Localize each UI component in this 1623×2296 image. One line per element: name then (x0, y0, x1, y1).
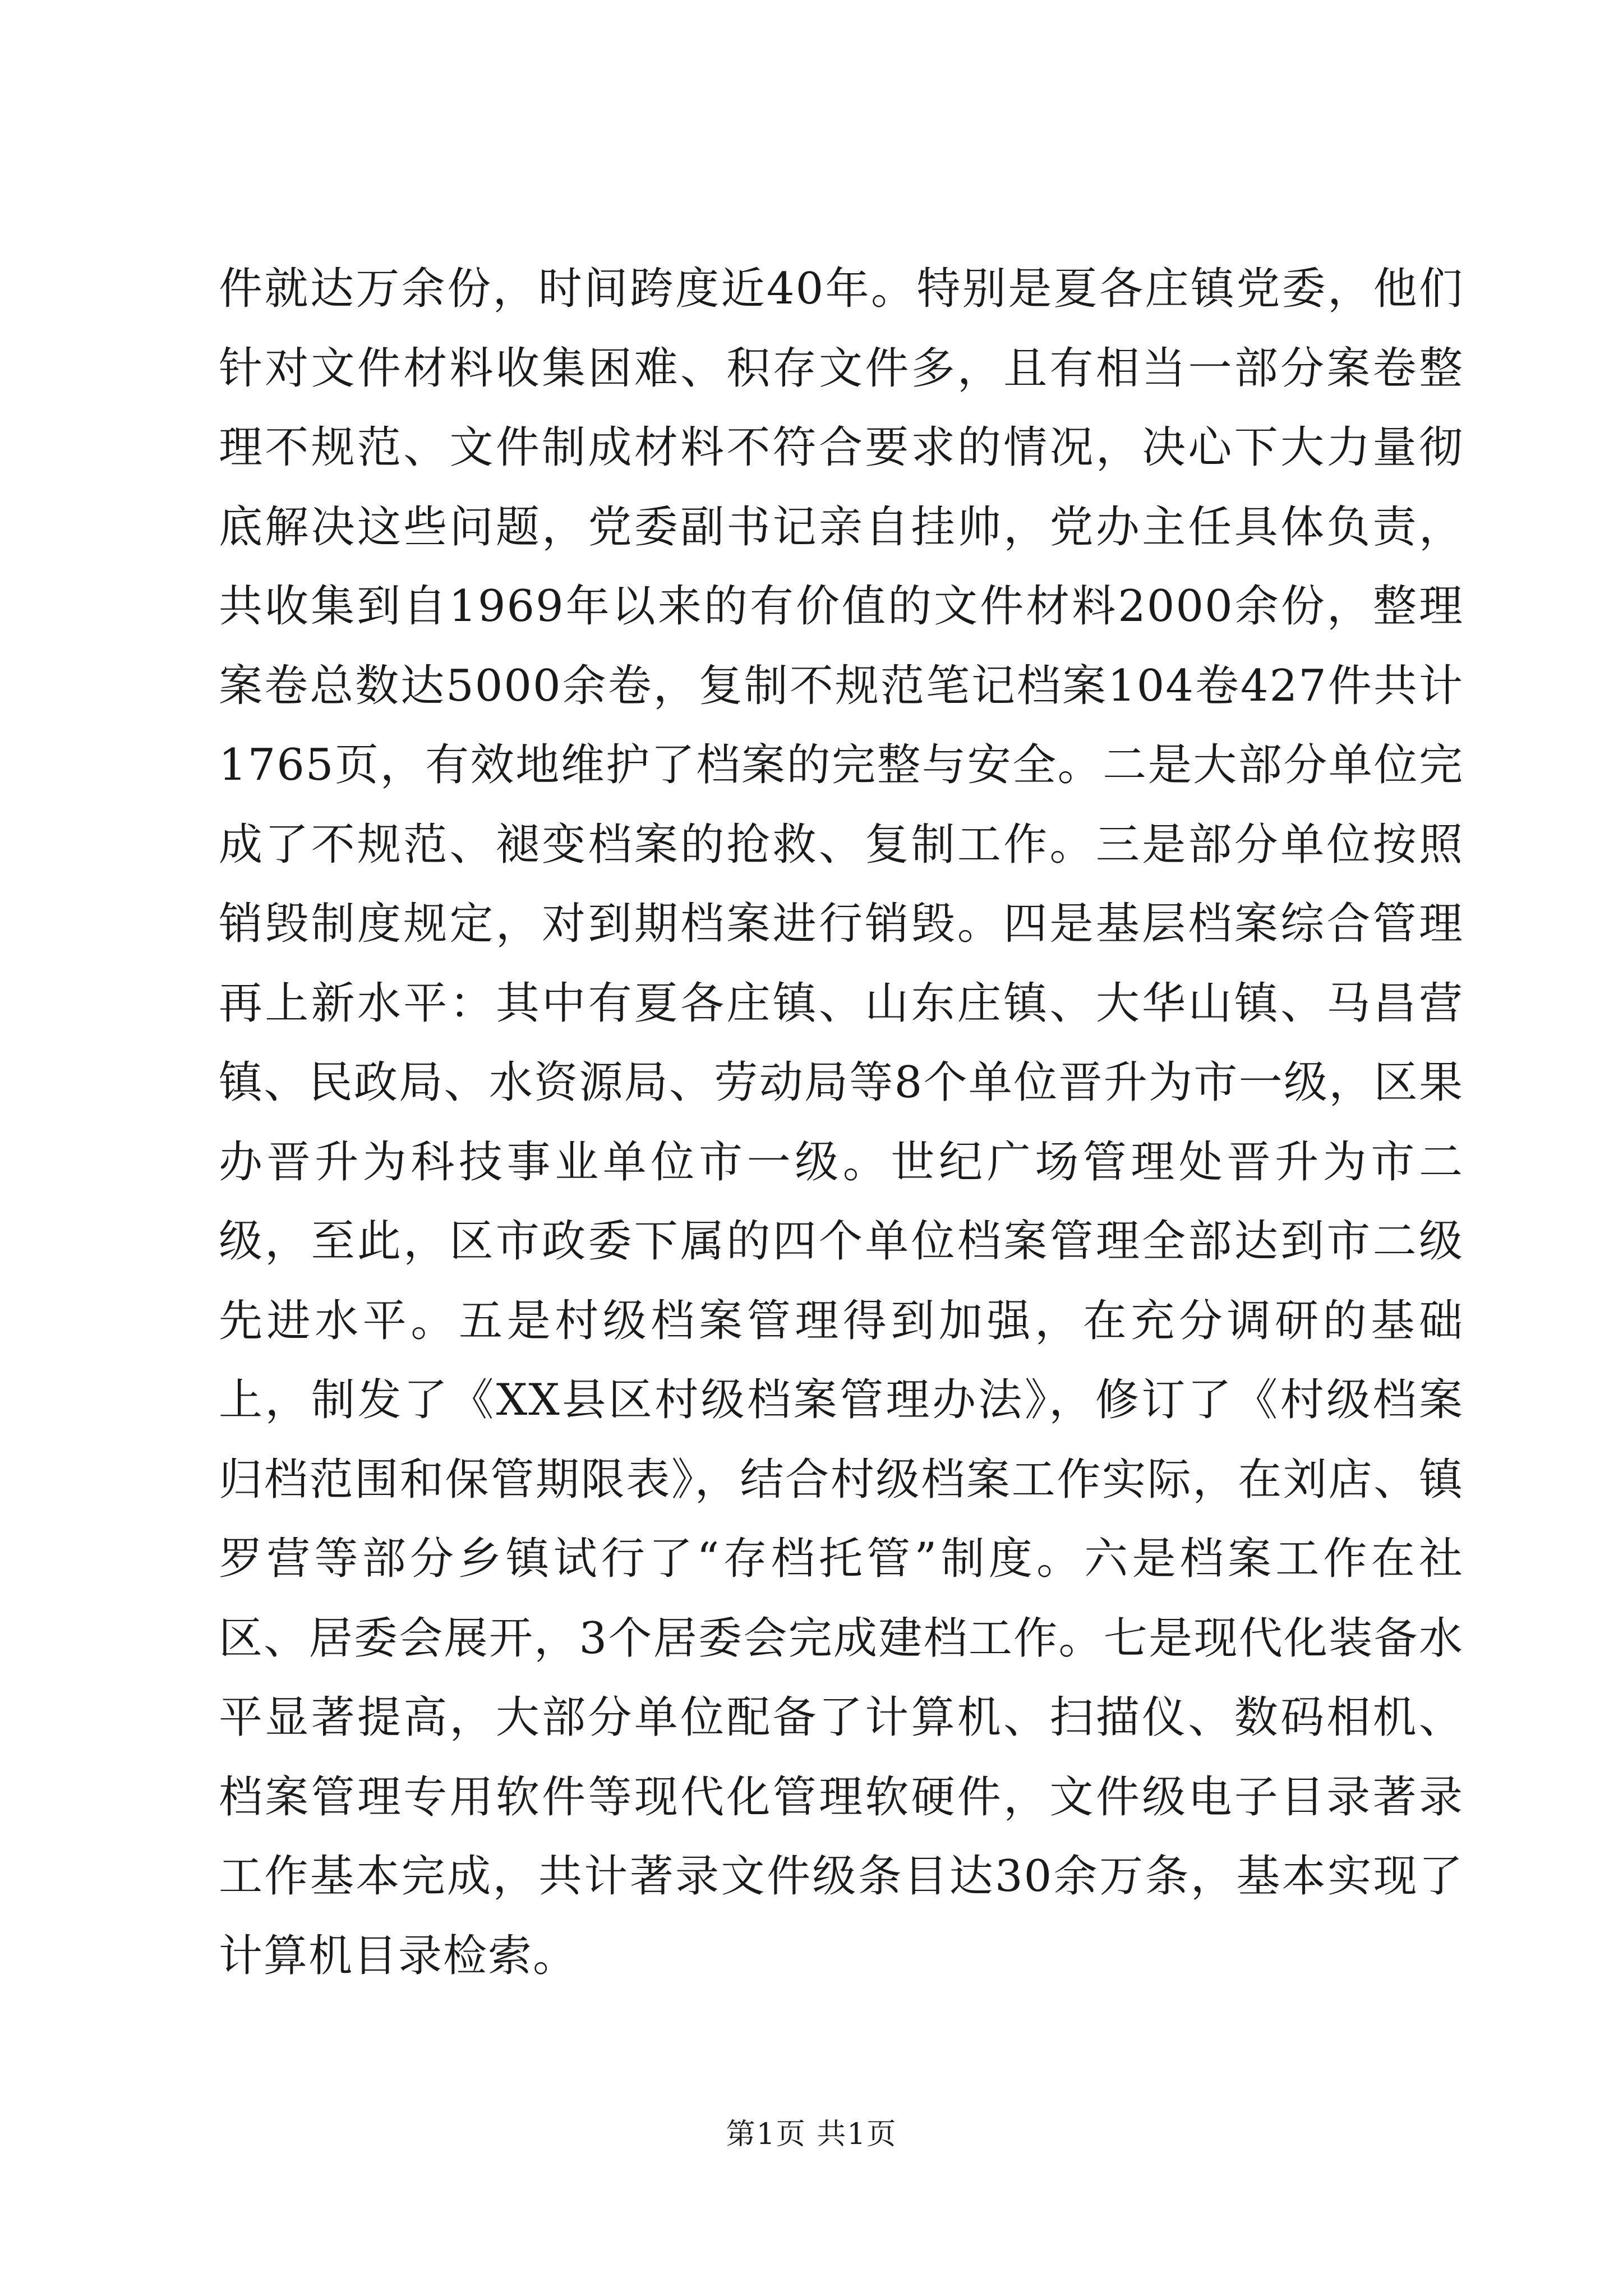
page-footer: 第1页 共1页 (726, 2118, 897, 2151)
body-paragraph: 件就达万余份，时间跨度近40年。特别是夏各庄镇党委，他们针对文件材料收集困难、积存文件多，且有相当一部分案卷整理不规范、文件制成材料不符合要求的情况，决心下大力量彻底解决这些问题，党委副书记亲自挂帅，党办主任具体负责，共收集到自1969年以来的有价值的文件材料2000余份，整理案卷总数达5000余卷，复制不规范笔记档案104卷427件共计1765页，有效地维护了档案的完整与安全。二是大部分单位完成了不规范、褪变档案的抢救、复制工作。三是部分单位按照销毁制度规定，对到期档案进行销毁。四是基层档案综合管理再上新水平：其中有夏各庄镇、山东庄镇、大华山镇、马昌营镇、民政局、水资源局、劳动局等8个单位晋升为市一级，区果办晋升为科技事业单位市一级。世纪广场管理处晋升为市二级，至此，区市政委下属的四个单位档案管理全部达到市二级先进水平。五是村级档案管理得到加强，在充分调研的基础上，制发了《XX县区村级档案管理办法》，修订了《村级档案归档范围和保管期限表》，结合村级档案工作实际，在刘店、镇罗营等部分乡镇试行了“存档托管”制度。六是档案工作在社区、居委会展开，3个居委会完成建档工作。七是现代化装备水平显著提高，大部分单位配备了计算机、扫描仪、数码相机、档案管理专用软件等现代化管理软硬件，文件级电子目录著录工作基本完成，共计著录文件级条目达30余万条，基本实现了计算机目录检索。 (219, 264, 1464, 1981)
